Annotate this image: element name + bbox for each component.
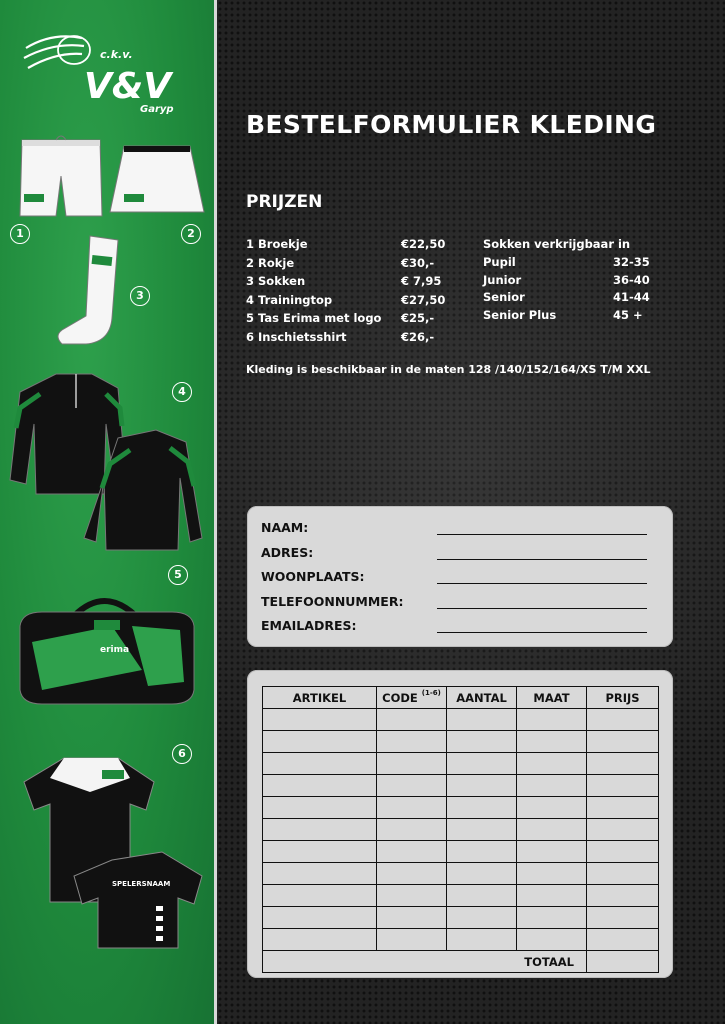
logo-place: Garyp <box>140 104 174 115</box>
name-field[interactable] <box>261 520 661 540</box>
code-cell[interactable] <box>377 775 447 797</box>
sock-sizes-heading: Sokken verkrijgbaar in <box>483 237 631 251</box>
price-value: €27,50 <box>401 292 446 307</box>
maat-cell[interactable] <box>517 863 587 885</box>
skirt-icon <box>108 140 206 218</box>
price-value: €25,- <box>401 311 435 325</box>
price-value: €26,- <box>401 329 435 344</box>
column-header: PRIJS <box>587 687 659 709</box>
prijs-cell[interactable] <box>587 885 659 907</box>
sock-size-label: Senior Plus <box>483 307 557 322</box>
field-line[interactable] <box>437 608 647 609</box>
artikel-cell[interactable] <box>263 819 377 841</box>
aantal-cell[interactable] <box>447 731 517 753</box>
aantal-cell[interactable] <box>447 841 517 863</box>
aantal-cell[interactable] <box>447 907 517 929</box>
maat-cell[interactable] <box>517 775 587 797</box>
table-row <box>263 797 659 819</box>
total-row <box>263 951 659 973</box>
price-value: €22,50 <box>401 237 446 251</box>
logo-prefix: c.k.v. <box>100 48 133 61</box>
sock-size-label: Senior <box>483 290 525 304</box>
product-number-5: 5 <box>168 565 188 585</box>
price-item <box>246 274 442 293</box>
maat-cell[interactable] <box>517 907 587 929</box>
price-item <box>246 330 436 349</box>
price-item <box>246 237 446 256</box>
aantal-cell[interactable] <box>447 819 517 841</box>
maat-cell[interactable] <box>517 731 587 753</box>
price-label: 2 Rokje <box>246 255 295 270</box>
table-row <box>263 775 659 797</box>
price-label: 5 Tas Erima met logo <box>246 311 382 325</box>
price-value: € 7,95 <box>401 274 442 288</box>
shorts-icon <box>16 130 106 222</box>
price-label: 3 Sokken <box>246 274 306 288</box>
maat-cell[interactable] <box>517 797 587 819</box>
field-label: EMAILADRES: <box>261 618 357 633</box>
shirt-back-text: SPELERSNAAM <box>112 880 171 888</box>
sock-size-label: Pupil <box>483 255 516 269</box>
price-item <box>246 292 446 312</box>
field-line[interactable] <box>437 583 647 584</box>
price-label: 6 Inschietsshirt <box>246 329 347 344</box>
maat-cell[interactable] <box>517 819 587 841</box>
sock-sizes <box>483 237 653 325</box>
column-header-code <box>377 687 447 709</box>
artikel-cell[interactable] <box>263 775 377 797</box>
artikel-cell[interactable] <box>263 797 377 819</box>
total-cell[interactable] <box>587 951 659 973</box>
table-row <box>263 753 659 775</box>
total-label: TOTAAL <box>517 951 587 973</box>
maat-cell[interactable] <box>517 709 587 731</box>
product-number-3: 3 <box>130 286 150 306</box>
address-field[interactable] <box>261 545 661 565</box>
table-header <box>263 687 659 709</box>
table-row <box>263 709 659 731</box>
sizes-note: Kleding is beschikbaar in de maten 128 /140/152/164/XS T/M XXL <box>246 363 651 376</box>
club-logo <box>22 24 207 120</box>
code-cell[interactable] <box>377 841 447 863</box>
code-cell[interactable] <box>377 731 447 753</box>
prijs-cell[interactable] <box>587 731 659 753</box>
page-title: BESTELFORMULIER KLEDING <box>246 110 657 139</box>
code-cell[interactable] <box>377 819 447 841</box>
column-header: ARTIKEL <box>263 687 377 709</box>
field-label: TELEFOONNUMMER: <box>261 593 404 609</box>
column-header: MAAT <box>517 687 587 709</box>
code-cell[interactable] <box>377 863 447 885</box>
order-table <box>262 686 659 973</box>
sock-icon <box>52 232 128 350</box>
sock-size-item <box>483 255 653 273</box>
code-cell[interactable] <box>377 929 447 951</box>
contact-panel <box>247 506 673 647</box>
sock-size-item <box>483 308 653 326</box>
product-number-1: 1 <box>10 224 30 244</box>
code-note: (1-6) <box>421 688 441 697</box>
training-top-icon <box>6 368 206 554</box>
total-spacer <box>447 951 517 973</box>
column-header: AANTAL <box>447 687 517 709</box>
price-list <box>246 237 446 348</box>
sock-size-label: Junior <box>483 272 522 287</box>
maat-cell[interactable] <box>517 841 587 863</box>
sock-size-item <box>483 273 653 291</box>
aantal-cell[interactable] <box>447 753 517 775</box>
table-row <box>263 819 659 841</box>
table-row <box>263 929 659 951</box>
product-number-4: 4 <box>172 382 192 402</box>
price-item <box>246 256 436 275</box>
price-item <box>246 311 436 330</box>
prices-heading: PRIJZEN <box>246 192 323 212</box>
field-label: ADRES: <box>261 544 314 560</box>
total-spacer <box>377 951 447 973</box>
total-spacer <box>263 951 377 973</box>
prijs-cell[interactable] <box>587 929 659 951</box>
artikel-cell[interactable] <box>263 863 377 885</box>
artikel-cell[interactable] <box>263 731 377 753</box>
artikel-cell[interactable] <box>263 841 377 863</box>
artikel-cell[interactable] <box>263 709 377 731</box>
field-label: WOONPLAATS: <box>261 569 365 584</box>
maat-cell[interactable] <box>517 753 587 775</box>
prijs-cell[interactable] <box>587 775 659 797</box>
price-value: €30,- <box>401 255 435 270</box>
table-row <box>263 907 659 929</box>
field-label: NAAM: <box>261 520 309 535</box>
product-number-2: 2 <box>181 224 201 244</box>
prijs-cell[interactable] <box>587 797 659 819</box>
order-panel <box>247 670 673 978</box>
aantal-cell[interactable] <box>447 709 517 731</box>
price-label: 1 Broekje <box>246 237 308 251</box>
sock-size-range: 45 + <box>613 307 643 322</box>
table-row <box>263 841 659 863</box>
artikel-cell[interactable] <box>263 929 377 951</box>
aantal-cell[interactable] <box>447 863 517 885</box>
phone-field[interactable] <box>261 594 661 614</box>
table-row <box>263 885 659 907</box>
aantal-cell[interactable] <box>447 885 517 907</box>
sock-size-range: 32-35 <box>613 255 650 269</box>
shirt-icon <box>20 752 208 952</box>
prijs-cell[interactable] <box>587 863 659 885</box>
code-cell[interactable] <box>377 885 447 907</box>
logo-name: V&V <box>84 66 172 107</box>
sports-bag-icon <box>12 586 202 708</box>
sock-size-range: 36-40 <box>613 272 650 287</box>
sock-size-range: 41-44 <box>613 290 650 304</box>
logo-swoosh-icon <box>24 36 90 68</box>
code-cell[interactable] <box>377 753 447 775</box>
field-line[interactable] <box>437 632 647 633</box>
table-row <box>263 863 659 885</box>
aantal-cell[interactable] <box>447 929 517 951</box>
artikel-cell[interactable] <box>263 907 377 929</box>
prijs-cell[interactable] <box>587 819 659 841</box>
price-label: 4 Trainingtop <box>246 292 333 307</box>
bag-brand-text: erima <box>100 645 130 655</box>
aantal-cell[interactable] <box>447 797 517 819</box>
prijs-cell[interactable] <box>587 841 659 863</box>
artikel-cell[interactable] <box>263 885 377 907</box>
maat-cell[interactable] <box>517 929 587 951</box>
order-body <box>263 709 659 973</box>
aantal-cell[interactable] <box>447 775 517 797</box>
code-cell[interactable] <box>377 907 447 929</box>
code-cell[interactable] <box>377 797 447 819</box>
column-header: CODE <box>382 690 418 705</box>
email-field[interactable] <box>261 618 661 638</box>
maat-cell[interactable] <box>517 885 587 907</box>
prijs-cell[interactable] <box>587 753 659 775</box>
sock-size-item <box>483 290 653 308</box>
artikel-cell[interactable] <box>263 753 377 775</box>
prijs-cell[interactable] <box>587 907 659 929</box>
table-row <box>263 731 659 753</box>
prijs-cell[interactable] <box>587 709 659 731</box>
code-cell[interactable] <box>377 709 447 731</box>
city-field[interactable] <box>261 569 661 589</box>
product-number-6: 6 <box>172 744 192 764</box>
field-line[interactable] <box>437 534 647 535</box>
field-line[interactable] <box>437 559 647 560</box>
